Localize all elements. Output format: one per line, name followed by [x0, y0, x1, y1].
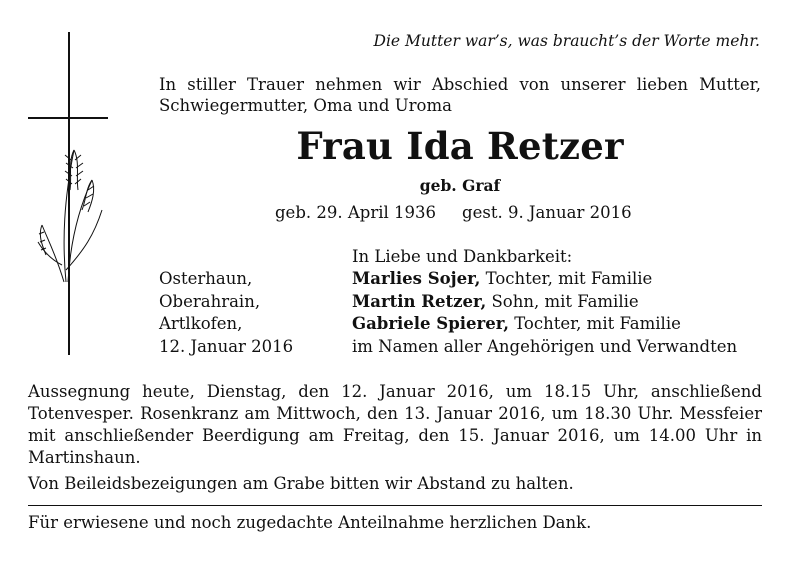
mourner-entry [352, 269, 652, 288]
cross-with-wheat-icon [22, 30, 122, 360]
closing-thanks: Für erwiesene und noch zugedachte Anteilnahme herzlichen Dank. [28, 513, 592, 532]
mourner-place: Osterhaun, [159, 269, 253, 288]
maiden-name: geb. Graf [419, 176, 501, 195]
mourners-heading: In Liebe und Dankbarkeit: [352, 247, 573, 266]
divider [28, 505, 762, 506]
mourner-name: Marlies Sojer, [352, 269, 481, 288]
funeral-info: Aussegnung heute, Dienstag, den 12. Januar 2016, um 18.15 Uhr, anschließend Totenvesper. Rosenkranz am Mittwoch, den 13. Januar 2016, um 18.30 Uhr. Messfeier mit anschließender Beerdigung am Freitag, den 15. Januar 2016, um 14.00 Uhr in Martinshaun. [28, 382, 762, 467]
mourner-name: Martin Retzer, [352, 292, 487, 311]
mourner-entry [352, 292, 639, 311]
mourner-relation: Tochter, mit Familie [485, 269, 653, 288]
mourner-relation: Sohn, mit Familie [491, 292, 639, 311]
mourner-entry [352, 337, 737, 356]
death-date: gest. 9. Januar 2016 [462, 203, 632, 222]
mourner-place: Oberahrain, [159, 292, 261, 311]
mourner-place: Artlkofen, [159, 314, 243, 333]
mourner-relation: Tochter, mit Familie [514, 314, 681, 333]
motto: Die Mutter war’s, was braucht’s der Worte mehr. [373, 32, 760, 50]
notice-date: 12. Januar 2016 [159, 337, 294, 356]
mourner-relation: im Namen aller Angehörigen und Verwandten [352, 337, 738, 356]
life-dates [275, 203, 632, 222]
mourner-entry [352, 314, 681, 333]
mourner-name: Gabriele Spierer, [352, 314, 509, 333]
birth-date: geb. 29. April 1936 [275, 203, 437, 222]
condolence-note: Von Beileidsbezeigungen am Grabe bitten wir Abstand zu halten. [28, 474, 574, 493]
intro-text: In stiller Trauer nehmen wir Abschied von unserer lieben Mutter, Schwiegermutter, Oma und Uroma [159, 75, 761, 115]
deceased-name: Frau Ida Retzer [296, 124, 624, 168]
